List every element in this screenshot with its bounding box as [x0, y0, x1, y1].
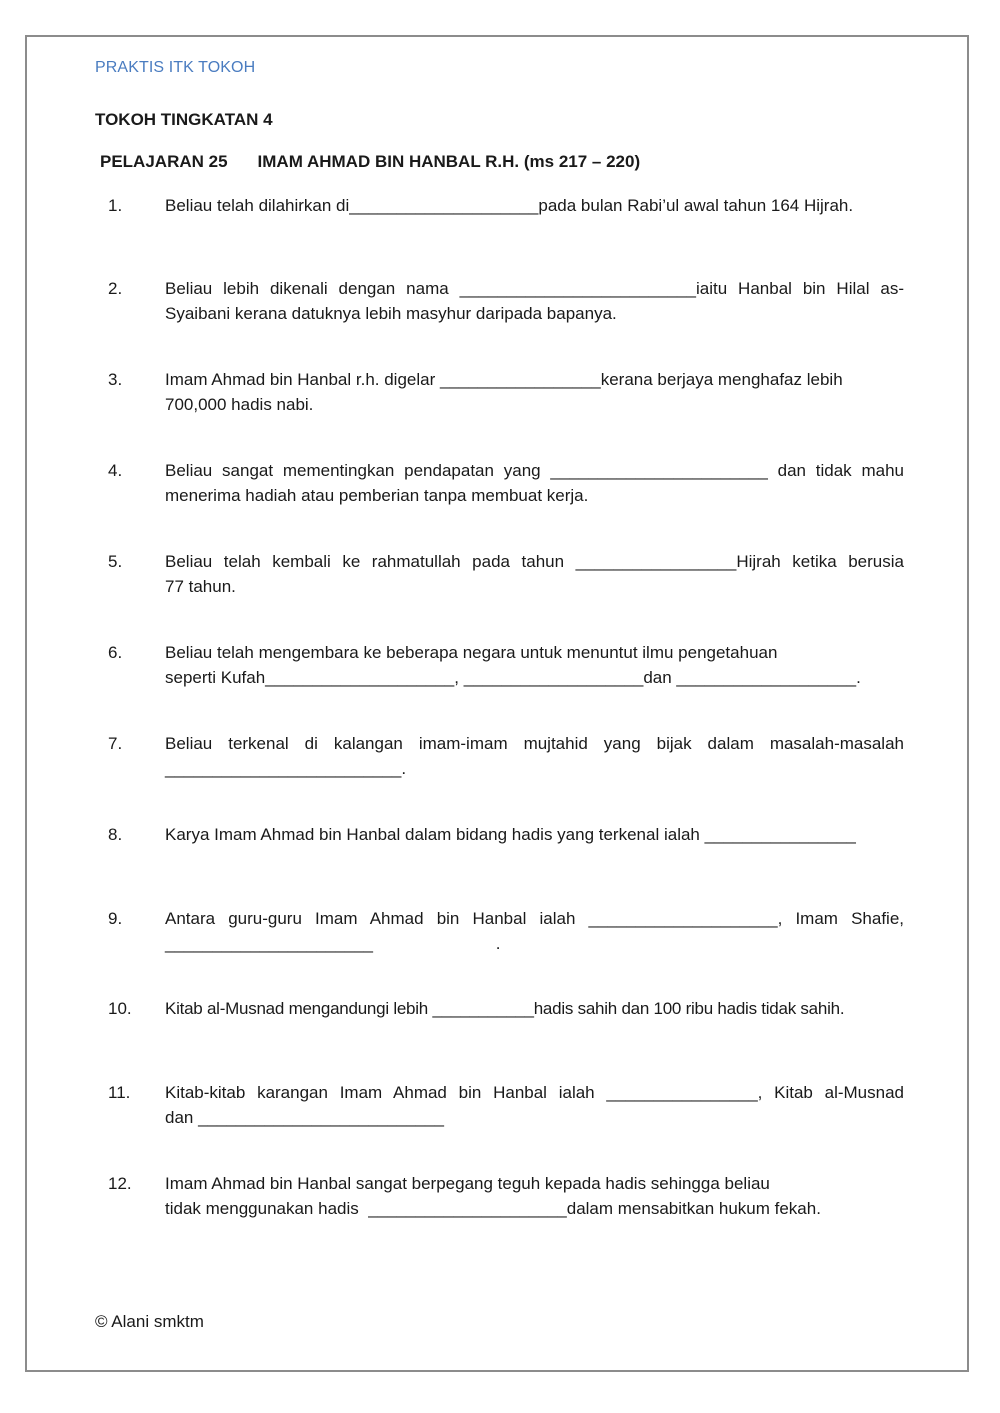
question-number: 12. [108, 1174, 132, 1193]
question-7 [108, 731, 904, 781]
question-text-line: 77 tahun. [165, 577, 236, 596]
question-text-line: Imam Ahmad bin Hanbal sangat berpegang teguh kepada hadis sehingga beliau [165, 1174, 770, 1193]
question-6 [108, 640, 904, 690]
lesson-heading [100, 152, 640, 172]
question-text-line: Imam Ahmad bin Hanbal r.h. digelar _________________kerana berjaya menghafaz lebih [165, 370, 843, 389]
question-number: 9. [108, 909, 123, 928]
question-text-line: Beliau telah kembali ke rahmatullah pada tahun _________________Hijrah ketika berusia [165, 552, 904, 571]
question-text-line: Kitab al-Musnad mengandungi lebih ___________hadis sahih dan 100 ribu hadis tidak sahih. [165, 999, 845, 1018]
question-10 [108, 996, 904, 1021]
question-12 [108, 1171, 904, 1221]
question-2 [108, 276, 904, 326]
question-5 [108, 549, 904, 599]
question-text-line: seperti Kufah____________________, ___________________dan ___________________. [165, 668, 861, 687]
question-text-line: Kitab-kitab karangan Imam Ahmad bin Hanbal ialah ________________, Kitab al-Musnad [165, 1083, 904, 1102]
question-number: 4. [108, 461, 123, 480]
worksheet-header-label: PRAKTIS ITK TOKOH [95, 59, 256, 76]
question-text-line: Beliau telah dilahirkan di____________________pada bulan Rabi’ul awal tahun 164 Hijrah. [165, 196, 854, 215]
question-text-line: dan __________________________ [165, 1108, 444, 1127]
question-number: 10. [108, 999, 132, 1018]
worksheet-title: TOKOH TINGKATAN 4 [95, 110, 273, 129]
question-number: 7. [108, 734, 123, 753]
question-text-line: Beliau sangat mementingkan pendapatan yang _______________________ dan tidak mahu [165, 461, 904, 480]
question-text-line: Syaibani kerana datuknya lebih masyhur daripada bapanya. [165, 304, 617, 323]
question-text-line: Antara guru-guru Imam Ahmad bin Hanbal ialah ____________________, Imam Shafie, [165, 909, 904, 928]
question-number: 6. [108, 643, 123, 662]
question-text-line: ______________________ . [165, 934, 501, 953]
question-number: 11. [108, 1083, 131, 1102]
question-number: 8. [108, 825, 123, 844]
question-text-line: Beliau telah mengembara ke beberapa negara untuk menuntut ilmu pengetahuan [165, 643, 778, 662]
question-text-line: _________________________. [165, 759, 407, 778]
question-text-line: tidak menggunakan hadis _____________________dalam mensabitkan hukum fekah. [165, 1199, 821, 1218]
copyright-footer: © Alani smktm [95, 1312, 204, 1331]
question-number: 1. [108, 196, 123, 215]
question-number: 5. [108, 552, 123, 571]
question-11 [108, 1080, 904, 1130]
question-1 [108, 193, 904, 218]
question-text-line: Karya Imam Ahmad bin Hanbal dalam bidang hadis yang terkenal ialah ________________ [165, 825, 856, 844]
question-text-line: 700,000 hadis nabi. [165, 395, 314, 414]
lesson-topic: IMAM AHMAD BIN HANBAL R.H. (ms 217 – 220) [257, 152, 641, 171]
question-number: 3. [108, 370, 123, 389]
question-8 [108, 822, 904, 847]
question-number: 2. [108, 279, 123, 298]
question-3 [108, 367, 904, 417]
lesson-number: PELAJARAN 25 [100, 152, 228, 171]
question-4 [108, 458, 904, 508]
question-9 [108, 906, 904, 956]
question-text-line: Beliau lebih dikenali dengan nama _________________________iaitu Hanbal bin Hilal as- [165, 279, 904, 298]
question-text-line: Beliau terkenal di kalangan imam-imam mujtahid yang bijak dalam masalah-masalah [165, 734, 904, 753]
question-text-line: menerima hadiah atau pemberian tanpa membuat kerja. [165, 486, 589, 505]
